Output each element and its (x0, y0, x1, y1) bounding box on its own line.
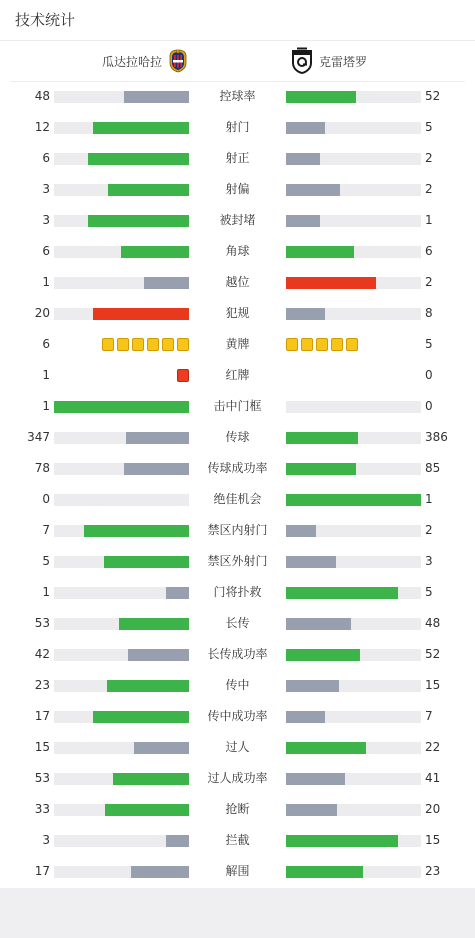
away-bar-track (286, 153, 421, 165)
stat-row (0, 453, 475, 484)
home-stat-value: 3 (42, 833, 50, 847)
away-stat-value: 5 (425, 337, 433, 351)
home-bar-track (54, 866, 189, 878)
home-bar-track (54, 122, 189, 134)
away-bar-track (286, 804, 421, 816)
home-stat-value: 33 (34, 802, 50, 816)
away-bar-fill (286, 556, 336, 568)
stat-row (0, 174, 475, 205)
away-bar-track (286, 618, 421, 630)
home-bar-track (54, 773, 189, 785)
away-bar-fill (286, 215, 320, 227)
home-bar-track (54, 804, 189, 816)
home-stat-value: 7 (42, 523, 50, 537)
home-stat-value: 3 (42, 213, 50, 227)
stat-label: 门将扑救 (213, 585, 262, 599)
home-bar-track (54, 618, 189, 630)
away-stat-value: 5 (425, 120, 433, 134)
stat-label: 越位 (225, 275, 250, 289)
home-bar-fill (104, 556, 189, 568)
home-bar-track (54, 277, 189, 289)
home-stat-value: 23 (34, 678, 50, 692)
home-bar-track (54, 525, 189, 537)
stat-label: 射门 (225, 120, 250, 134)
away-stat-value: 8 (425, 306, 433, 320)
queretaro-crest-icon (290, 47, 314, 78)
away-bar-track (286, 401, 421, 413)
away-stat-value: 20 (425, 802, 441, 816)
away-stat-value: 6 (425, 244, 433, 258)
away-stat-value: 52 (425, 89, 441, 103)
stat-label: 禁区内射门 (207, 523, 268, 537)
home-bar-fill (124, 91, 189, 103)
home-bar-fill (88, 215, 189, 227)
away-stat-value: 7 (425, 709, 433, 723)
away-cards (286, 338, 358, 351)
stat-row (0, 856, 475, 887)
away-bar-track (286, 742, 421, 754)
stat-label: 黄牌 (225, 337, 250, 351)
stat-row (0, 329, 475, 360)
home-stat-value: 347 (27, 430, 50, 444)
away-bar-track (286, 680, 421, 692)
away-team (290, 47, 367, 77)
stat-row (0, 608, 475, 639)
red-card-icon (177, 369, 189, 382)
stat-label: 长传 (225, 616, 250, 630)
away-bar-track (286, 587, 421, 599)
home-bar-fill (105, 804, 189, 816)
stat-label: 解围 (225, 864, 250, 878)
home-team (102, 47, 188, 77)
home-stat-value: 6 (42, 337, 50, 351)
away-team-name: 克雷塔罗 (319, 55, 368, 69)
away-stat-value: 5 (425, 585, 433, 599)
stat-label: 犯规 (225, 306, 250, 320)
stat-row (0, 639, 475, 670)
away-stat-value: 1 (425, 492, 433, 506)
home-bar-track (54, 463, 189, 475)
away-bar-fill (286, 866, 363, 878)
away-bar-track (286, 525, 421, 537)
away-stat-value: 41 (425, 771, 441, 785)
yellow-card-icon (316, 338, 328, 351)
home-stat-value: 42 (34, 647, 50, 661)
away-bar-fill (286, 122, 325, 134)
stat-label: 传球 (225, 430, 250, 444)
away-bar-fill (286, 494, 421, 506)
stat-label: 抢断 (225, 802, 250, 816)
home-bar-track (54, 556, 189, 568)
home-bar-track (54, 153, 189, 165)
yellow-card-icon (301, 338, 313, 351)
home-stat-value: 6 (42, 244, 50, 258)
home-bar-track (54, 432, 189, 444)
away-bar-fill (286, 587, 398, 599)
home-bar-track (54, 711, 189, 723)
stat-row (0, 546, 475, 577)
home-bar-fill (119, 618, 189, 630)
away-bar-track (286, 866, 421, 878)
away-bar-track (286, 556, 421, 568)
home-team-name: 瓜达拉哈拉 (102, 55, 163, 69)
away-bar-fill (286, 680, 339, 692)
stat-label: 射正 (225, 151, 250, 165)
away-stat-value: 15 (425, 833, 441, 847)
home-stat-value: 12 (34, 120, 50, 134)
away-stat-value: 2 (425, 151, 433, 165)
away-bar-track (286, 91, 421, 103)
stat-label: 射偏 (225, 182, 250, 196)
stat-label: 被封堵 (219, 213, 256, 227)
stat-row (0, 112, 475, 143)
away-bar-fill (286, 618, 351, 630)
away-bar-fill (286, 711, 325, 723)
stat-row (0, 360, 475, 391)
home-stat-value: 17 (34, 709, 50, 723)
home-bar-track (54, 680, 189, 692)
away-stat-value: 2 (425, 182, 433, 196)
stat-row (0, 298, 475, 329)
home-bar-fill (166, 587, 189, 599)
away-stat-value: 0 (425, 368, 433, 382)
home-bar-fill (128, 649, 189, 661)
yellow-card-icon (177, 338, 189, 351)
away-stat-value: 1 (425, 213, 433, 227)
home-bar-fill (113, 773, 189, 785)
divider (0, 40, 475, 41)
away-bar-track (286, 463, 421, 475)
stat-row (0, 732, 475, 763)
home-bar-track (54, 308, 189, 320)
stat-row (0, 825, 475, 856)
stat-label: 传中成功率 (207, 709, 268, 723)
home-cards (102, 338, 189, 351)
home-stat-value: 3 (42, 182, 50, 196)
away-stat-value: 2 (425, 523, 433, 537)
away-stat-value: 0 (425, 399, 433, 413)
away-stat-value: 52 (425, 647, 441, 661)
yellow-card-icon (147, 338, 159, 351)
yellow-card-icon (102, 338, 114, 351)
home-stat-value: 6 (42, 151, 50, 165)
home-bar-fill (166, 835, 189, 847)
yellow-card-icon (117, 338, 129, 351)
home-bar-fill (88, 153, 189, 165)
away-bar-fill (286, 773, 345, 785)
home-bar-track (54, 649, 189, 661)
home-bar-track (54, 835, 189, 847)
away-stat-value: 48 (425, 616, 441, 630)
stat-row (0, 143, 475, 174)
stat-row (0, 236, 475, 267)
stat-label: 禁区外射门 (207, 554, 268, 568)
home-stat-value: 1 (42, 275, 50, 289)
away-bar-fill (286, 742, 366, 754)
away-bar-fill (286, 153, 320, 165)
away-bar-fill (286, 277, 376, 289)
away-bar-track (286, 308, 421, 320)
home-stat-value: 48 (34, 89, 50, 103)
stat-row (0, 763, 475, 794)
stat-row (0, 577, 475, 608)
away-bar-fill (286, 184, 340, 196)
away-bar-fill (286, 525, 316, 537)
home-stat-value: 17 (34, 864, 50, 878)
home-bar-track (54, 184, 189, 196)
away-bar-fill (286, 246, 354, 258)
away-bar-track (286, 432, 421, 444)
away-bar-fill (286, 804, 337, 816)
home-bar-fill (124, 463, 189, 475)
away-stat-value: 15 (425, 678, 441, 692)
home-bar-fill (93, 308, 189, 320)
home-stat-value: 1 (42, 368, 50, 382)
away-bar-fill (286, 649, 360, 661)
home-bar-fill (108, 184, 189, 196)
stat-label: 传中 (225, 678, 250, 692)
stat-row (0, 701, 475, 732)
stat-label: 红牌 (225, 368, 250, 382)
stat-row (0, 515, 475, 546)
home-bar-fill (84, 525, 189, 537)
away-bar-fill (286, 308, 325, 320)
home-cards (177, 369, 189, 382)
away-stat-value: 3 (425, 554, 433, 568)
away-bar-track (286, 215, 421, 227)
stat-label: 过人成功率 (207, 771, 268, 785)
home-bar-fill (126, 432, 189, 444)
stat-label: 过人 (225, 740, 250, 754)
away-bar-track (286, 711, 421, 723)
home-stat-value: 78 (34, 461, 50, 475)
home-stat-value: 5 (42, 554, 50, 568)
home-bar-fill (107, 680, 189, 692)
home-bar-track (54, 401, 189, 413)
away-bar-fill (286, 91, 356, 103)
home-bar-track (54, 742, 189, 754)
home-bar-fill (144, 277, 189, 289)
home-stat-value: 0 (42, 492, 50, 506)
home-bar-track (54, 91, 189, 103)
away-stat-value: 85 (425, 461, 441, 475)
away-stat-value: 386 (425, 430, 448, 444)
stat-row (0, 81, 475, 112)
away-bar-fill (286, 463, 356, 475)
stat-label: 传球成功率 (207, 461, 268, 475)
stat-row (0, 422, 475, 453)
stat-row (0, 794, 475, 825)
home-bar-fill (131, 866, 189, 878)
away-bar-fill (286, 432, 358, 444)
stat-row (0, 267, 475, 298)
away-bar-track (286, 122, 421, 134)
page-title: 技术统计 (15, 11, 76, 29)
away-bar-fill (286, 835, 398, 847)
home-stat-value: 1 (42, 399, 50, 413)
stat-row (0, 484, 475, 515)
home-bar-track (54, 587, 189, 599)
stat-row (0, 670, 475, 701)
stat-label: 控球率 (219, 89, 256, 103)
stat-label: 击中门框 (213, 399, 262, 413)
guadalajara-crest-icon (168, 49, 188, 76)
away-bar-track (286, 277, 421, 289)
stat-row (0, 391, 475, 422)
stat-label: 角球 (225, 244, 250, 258)
away-bar-track (286, 494, 421, 506)
home-bar-fill (134, 742, 189, 754)
away-bar-track (286, 773, 421, 785)
home-bar-fill (121, 246, 189, 258)
away-stat-value: 22 (425, 740, 441, 754)
home-bar-fill (93, 711, 189, 723)
home-bar-fill (54, 401, 189, 413)
home-stat-value: 20 (34, 306, 50, 320)
home-stat-value: 53 (34, 771, 50, 785)
away-stat-value: 23 (425, 864, 441, 878)
stat-label: 绝佳机会 (213, 492, 262, 506)
home-stat-value: 1 (42, 585, 50, 599)
home-stat-value: 53 (34, 616, 50, 630)
away-stat-value: 2 (425, 275, 433, 289)
away-bar-track (286, 246, 421, 258)
yellow-card-icon (331, 338, 343, 351)
yellow-card-icon (162, 338, 174, 351)
yellow-card-icon (286, 338, 298, 351)
home-bar-track (54, 215, 189, 227)
yellow-card-icon (132, 338, 144, 351)
stat-label: 长传成功率 (207, 647, 268, 661)
home-stat-value: 15 (34, 740, 50, 754)
stat-row (0, 205, 475, 236)
home-bar-fill (93, 122, 189, 134)
home-bar-track (54, 494, 189, 506)
yellow-card-icon (346, 338, 358, 351)
away-bar-track (286, 835, 421, 847)
stat-label: 拦截 (225, 833, 250, 847)
away-bar-track (286, 649, 421, 661)
home-bar-track (54, 246, 189, 258)
away-bar-track (286, 184, 421, 196)
